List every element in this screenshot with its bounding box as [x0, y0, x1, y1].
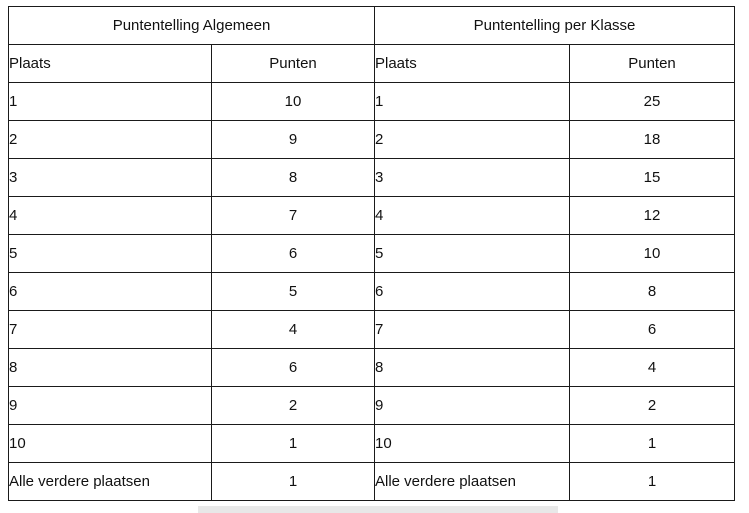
- cell-plaats-klasse: 2: [375, 121, 570, 159]
- table-row: [9, 83, 735, 121]
- cell-plaats-klasse: 1: [375, 83, 570, 121]
- cell-punten-klasse: 1: [570, 425, 735, 463]
- cell-punten-algemeen: 5: [212, 273, 375, 311]
- cell-plaats-algemeen: 6: [9, 273, 212, 311]
- cell-plaats-algemeen: 2: [9, 121, 212, 159]
- group-header-row: [9, 7, 735, 45]
- cell-punten-algemeen: 4: [212, 311, 375, 349]
- column-header-row: [9, 45, 735, 83]
- cell-punten-klasse: 8: [570, 273, 735, 311]
- cell-punten-algemeen: 7: [212, 197, 375, 235]
- table-row: [9, 121, 735, 159]
- table-row: [9, 463, 735, 501]
- bottom-shadow-strip: [198, 506, 558, 513]
- cell-plaats-algemeen: 3: [9, 159, 212, 197]
- table-body: [9, 83, 735, 501]
- cell-plaats-algemeen: 8: [9, 349, 212, 387]
- cell-plaats-klasse: 9: [375, 387, 570, 425]
- cell-punten-algemeen: 10: [212, 83, 375, 121]
- table-row: [9, 311, 735, 349]
- cell-punten-algemeen: 9: [212, 121, 375, 159]
- table-row: [9, 235, 735, 273]
- table-head: [9, 7, 735, 83]
- cell-plaats-klasse: 10: [375, 425, 570, 463]
- cell-punten-klasse: 15: [570, 159, 735, 197]
- cell-punten-klasse: 10: [570, 235, 735, 273]
- cell-plaats-klasse: 8: [375, 349, 570, 387]
- cell-punten-klasse: 4: [570, 349, 735, 387]
- cell-plaats-klasse: 4: [375, 197, 570, 235]
- group-header-per-klasse: Puntentelling per Klasse: [375, 7, 735, 45]
- cell-plaats-algemeen: 4: [9, 197, 212, 235]
- cell-plaats-klasse: 3: [375, 159, 570, 197]
- column-header-plaats-algemeen: Plaats: [9, 45, 212, 83]
- cell-punten-klasse: 25: [570, 83, 735, 121]
- table-row: [9, 349, 735, 387]
- table-row: [9, 159, 735, 197]
- cell-plaats-algemeen: 10: [9, 425, 212, 463]
- cell-punten-klasse: 1: [570, 463, 735, 501]
- cell-punten-algemeen: 2: [212, 387, 375, 425]
- points-table: [8, 6, 735, 501]
- table-row: [9, 273, 735, 311]
- cell-punten-klasse: 12: [570, 197, 735, 235]
- cell-punten-algemeen: 1: [212, 463, 375, 501]
- cell-plaats-algemeen: Alle verdere plaatsen: [9, 463, 212, 501]
- cell-plaats-klasse: 7: [375, 311, 570, 349]
- table-row: [9, 425, 735, 463]
- table-row: [9, 197, 735, 235]
- cell-punten-klasse: 18: [570, 121, 735, 159]
- group-header-algemeen: Puntentelling Algemeen: [9, 7, 375, 45]
- column-header-punten-algemeen: Punten: [212, 45, 375, 83]
- cell-plaats-klasse: 6: [375, 273, 570, 311]
- cell-punten-klasse: 6: [570, 311, 735, 349]
- cell-plaats-algemeen: 9: [9, 387, 212, 425]
- cell-plaats-algemeen: 1: [9, 83, 212, 121]
- points-table-container: [8, 6, 734, 501]
- cell-plaats-algemeen: 5: [9, 235, 212, 273]
- column-header-plaats-klasse: Plaats: [375, 45, 570, 83]
- cell-plaats-klasse: Alle verdere plaatsen: [375, 463, 570, 501]
- cell-punten-algemeen: 8: [212, 159, 375, 197]
- table-row: [9, 387, 735, 425]
- cell-punten-algemeen: 6: [212, 235, 375, 273]
- cell-punten-algemeen: 6: [212, 349, 375, 387]
- cell-plaats-algemeen: 7: [9, 311, 212, 349]
- column-header-punten-klasse: Punten: [570, 45, 735, 83]
- cell-plaats-klasse: 5: [375, 235, 570, 273]
- cell-punten-algemeen: 1: [212, 425, 375, 463]
- cell-punten-klasse: 2: [570, 387, 735, 425]
